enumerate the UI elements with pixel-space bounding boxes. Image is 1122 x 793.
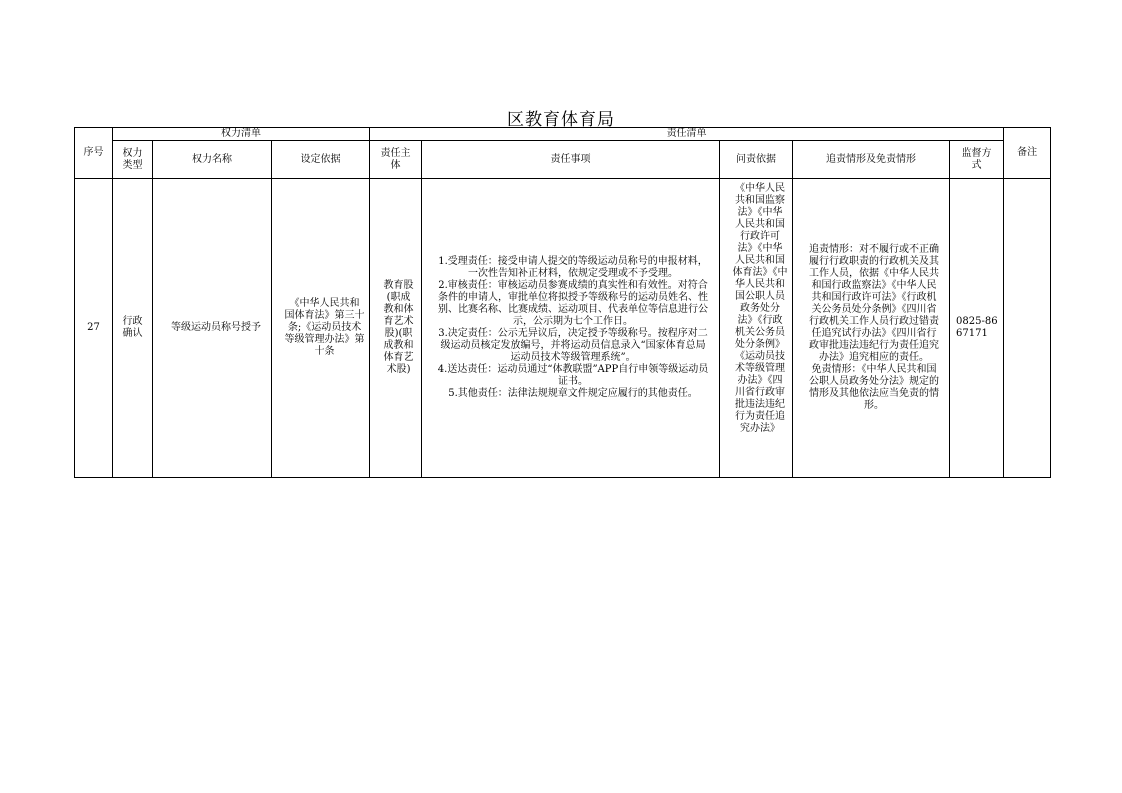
header-responsibility-items: 责任事项 [422,141,720,179]
cell-accountability-exemption: 追责情形：对不履行或不正确 履行行政职责的行政机关及其 工作人员，依据《中华人民共 和国行政监察法》《中华人民 共和国行政许可法》《行政机 关公务员处分条例》《四川省 行政机关工作人员行政过错责 任追究试行办法》《四川省行 政审批违法违纪行为责任追究 办法》追究相应的责任。 免责情形：《中华人民共和国 公职人员政务处分法》规定的 情形及其他依法应当免责的情 形。 [793,179,950,478]
cell-power-type: 行政 确认 [113,179,153,478]
header-accountability-exemption: 追责情形及免责情形 [793,141,950,179]
header-responsible-body: 责任主 体 [370,141,422,179]
header-supervision: 监督方 式 [950,141,1004,179]
group-header-row [75,128,1051,141]
table-row [75,179,1051,478]
cell-accountability-basis: 《中华人民 共和国监察 法》《中华 人民共和国 行政许可 法》《中华 人民共和国 体育法》《中 华人民共和 国公职人员 政务处分 法》《行政 机关公务员 处分条例》 《运动员技 术等级管理 办法》《四 川省行政审 批违法违纪 行为责任追 究办法》 [720,179,793,478]
cell-responsible-body: 教育股 (职成 教和体 育艺术 股)(职 成教和 体育艺 术股) [370,179,422,478]
cell-power-name: 等级运动员称号授予 [153,179,272,478]
header-power-type: 权力 类型 [113,141,153,179]
column-header-row [75,141,1051,179]
group-header-power-list: 权力清单 [113,128,370,141]
header-accountability-basis: 问责依据 [720,141,793,179]
cell-supervision: 0825-86 67171 [950,179,1004,478]
cell-legal-basis: 《中华人民共和 国体育法》第三十 条;《运动员技术 等级管理办法》第 十条 [272,179,370,478]
responsibility-table [74,127,1051,478]
header-legal-basis: 设定依据 [272,141,370,179]
header-power-name: 权力名称 [153,141,272,179]
header-remarks: 备注 [1004,128,1051,179]
group-header-responsibility-list: 责任清单 [370,128,1004,141]
header-index: 序号 [75,128,113,179]
cell-responsibility-items: 1.受理责任：接受申请人提交的等级运动员称号的申报材料， 一次性告知补正材料，依规定受理或不予受理。 2.审核责任：审核运动员参赛成绩的真实性和有效性。对符合 条件的申请人，审批单位将拟授予等级称号的运动员姓名、性 别、比赛名称、比赛成绩、运动项目、代表单位等信息进行公 示，公示期为七个工作日。 3.决定责任：公示无异议后，决定授予等级称号。按程序对二 级运动员核定发放编号，并将运动员信息录入“国家体育总局 运动员技术等级管理系统”。 4.送达责任：运动员通过“体教联盟”APP自行申领等级运动员 证书。 5.其他责任：法律法规规章文件规定应履行的其他责任。 [422,179,720,478]
cell-remarks [1004,179,1051,478]
page-title: 区教育体育局 [507,110,615,130]
cell-index: 27 [75,179,113,478]
